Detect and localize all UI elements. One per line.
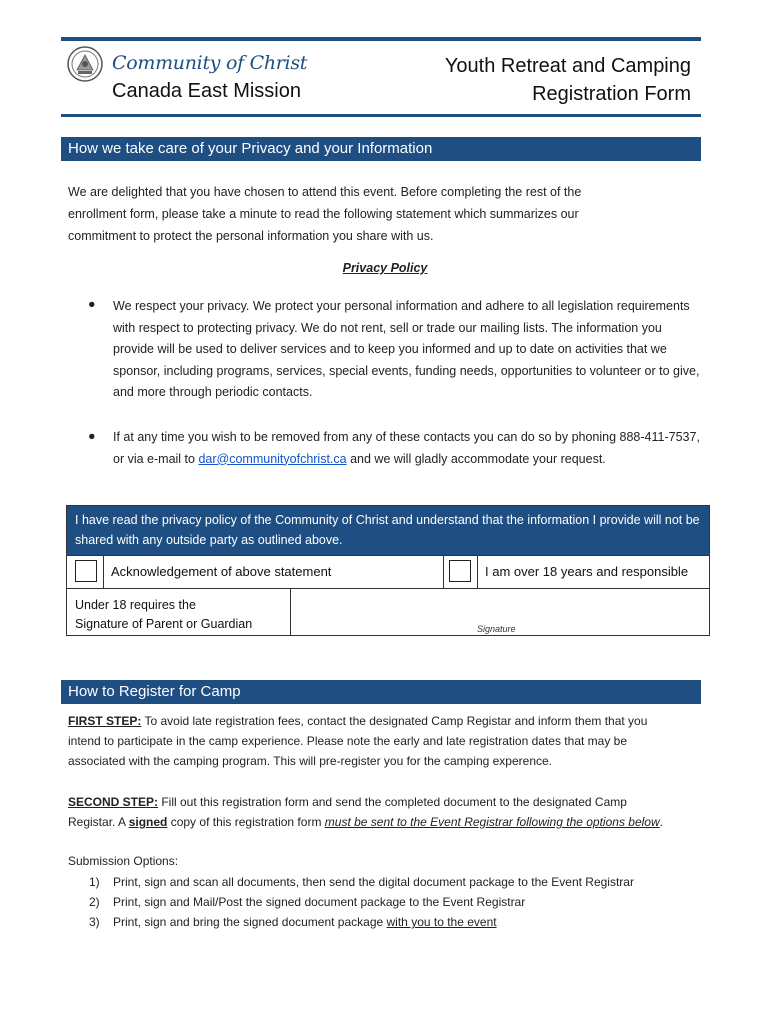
header-top-rule (61, 37, 701, 41)
privacy-section-heading: How we take care of your Privacy and your Information (61, 137, 701, 161)
signature-caption: Signature (477, 624, 516, 634)
second-step-text: . (659, 815, 663, 829)
bullet-dot-icon: ● (88, 297, 96, 311)
bullet2-text-end: and we will gladly accommodate your request. (346, 451, 606, 466)
second-step-text: Fill out this registration form and send the completed document to the designated Camp (158, 795, 627, 809)
divider (443, 556, 444, 588)
submission-option (89, 912, 497, 932)
bullet-dot-icon: ● (88, 429, 96, 443)
guardian-label-line: Signature of Parent or Guardian (75, 617, 253, 631)
second-step (68, 792, 708, 832)
option-text-emphasis: with you to the event (386, 915, 497, 929)
mission-name: Canada East Mission (112, 80, 301, 102)
option-text: Print, sign and scan all documents, then send the digital document package to the Event Registrar (113, 875, 634, 889)
submission-options-title: Submission Options: (68, 854, 179, 868)
privacy-intro-line: We are delighted that you have chosen to attend this event. Before completing the rest of the (68, 185, 582, 199)
divider (477, 556, 478, 588)
first-step-text: associated with the camping program. This will pre-register you for the camping experence. (68, 754, 553, 768)
option-number: 2) (89, 895, 100, 909)
second-step-text: copy of this registration form (167, 815, 325, 829)
register-section-heading: How to Register for Camp (61, 680, 701, 704)
submission-option (89, 872, 634, 892)
privacy-policy-title: Privacy Policy (342, 261, 428, 275)
option-number: 3) (89, 915, 100, 929)
privacy-bullet-1: We respect your privacy. We protect your personal information and adhere to all legislation requirements with respect to protecting privacy. We do not rent, sell or trade our mailing lists. The information you provide will be used to deliver services and to keep you informed and up to date on activities that we sponsor, including programs, services, special events, funding needs, opportunities to volunteer or to give, and more through periodic contacts. (113, 299, 700, 399)
privacy-intro-line: commitment to protect the personal information you share with us. (68, 229, 434, 243)
acknowledgement-label: Acknowledgement of above statement (111, 564, 332, 579)
option-number: 1) (89, 875, 100, 889)
form-title (445, 52, 691, 108)
bullet2-text: If at any time you wish to be removed from any of these contacts you can do so by phoning 888-411-7537, or via e-mail to (113, 430, 700, 466)
privacy-bullet-2 (113, 427, 703, 470)
guardian-signature-label (75, 596, 252, 634)
acknowledgement-checkbox[interactable] (75, 560, 97, 582)
email-link[interactable]: dar@communityofchrist.ca (198, 451, 347, 466)
privacy-intro (68, 181, 688, 247)
must-send-emphasis: must be sent to the Event Registrar following the options below (324, 815, 660, 829)
over-18-checkbox[interactable] (449, 560, 471, 582)
signed-emphasis: signed (128, 815, 168, 829)
over-18-label: I am over 18 years and responsible (485, 564, 689, 579)
option-text: Print, sign and bring the signed document package (113, 915, 387, 929)
acknowledgement-checkbox-row (67, 555, 709, 589)
acknowledgement-statement: I have read the privacy policy of the Community of Christ and understand that the information I provide will not be shared with any outside party as outlined above. (67, 506, 709, 555)
form-title-line2: Registration Form (532, 83, 691, 105)
first-step-text: To avoid late registration fees, contact the designated Camp Registar and inform them that you (141, 714, 648, 728)
form-title-line1: Youth Retreat and Camping (444, 55, 691, 77)
second-step-label: SECOND STEP: (68, 795, 159, 809)
first-step (68, 711, 708, 771)
first-step-text: intend to participate in the camp experience. Please note the early and late registration dates that may be (68, 734, 628, 748)
community-of-christ-seal-icon (67, 46, 103, 82)
header-bottom-rule (61, 114, 701, 117)
first-step-label: FIRST STEP: (68, 714, 142, 728)
option-text: Print, sign and Mail/Post the signed document package to the Event Registrar (113, 895, 526, 909)
second-step-text: Registar. A (68, 815, 129, 829)
guardian-label-line: Under 18 requires the (75, 598, 196, 612)
org-name: Community of Christ (112, 52, 308, 74)
acknowledgement-box (66, 505, 710, 636)
submission-option (89, 892, 525, 912)
divider (103, 556, 104, 588)
privacy-intro-line: enrollment form, please take a minute to read the following statement which summarizes our (68, 207, 579, 221)
